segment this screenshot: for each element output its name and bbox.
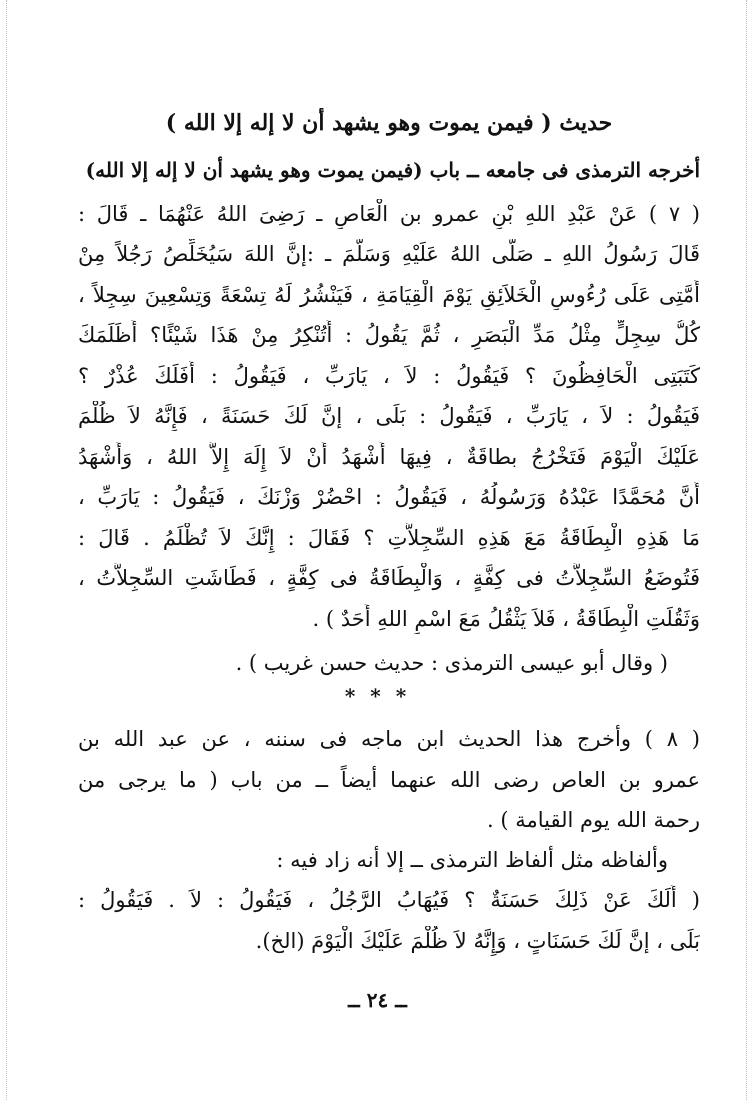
hadith-7-line: قَالَ رَسُولُ اللهِ ـ صَلَّى اللهُ عَلَيْهِ وَسَلَّمَ ـ :إنَّ اللهَ سَيُخَلِّصُ رَجُلاً مِنْ <box>78 242 700 266</box>
hadith-7-line: عَلَيْكَ الْيَوْمَ فَتَخْرُجُ بطاقَةٌ ، فِيهَا أَشْهَدُ أَنْ لاَ إِلَهَ إِلاَّ اللهُ ، وَأَشْهَدُ <box>78 445 700 469</box>
tirmidhi-grading: ( وقال أبو عيسى الترمذى : حديث حسن غريب ) . <box>235 651 668 675</box>
hadith-7-line: فَيَقُولُ : لاَ ، يَارَبِّ ، فَيَقُولُ : بَلَى ، إنَّ لَكَ حَسَنَةً ، فَإِنَّهُ لاَ ظُلْمَ <box>78 404 700 428</box>
scan-edge-left <box>6 0 7 1100</box>
hadith-7-line: كَتَبَتِى الْحَافِظُونَ ؟ فَيَقُولُ : لاَ ، يَارَبِّ ، فَيَقُولُ : أَفَلَكَ عُذْرٌ ؟ <box>78 364 700 388</box>
scan-edge-right <box>746 0 747 1100</box>
addition-line: بَلَى ، إنَّ لَكَ حَسَنَاتٍ ، وَإِنَّهُ لاَ ظُلْمَ عَلَيْكَ الْيَوْمَ (الخ). <box>255 929 700 953</box>
section-separator: * * * <box>344 684 411 708</box>
hadith-7-line: كُلُّ سِجِلٍّ مِثْلُ مَدِّ الْبَصَرِ ، ثُمَّ يَقُولُ : أَتُنْكِرُ مِنْ هَذَا شَيْئًا؟ أَظَلَمَكَ <box>78 323 700 347</box>
page-number: ــ ٢٤ ــ <box>348 988 407 1012</box>
hadith-7-line: أُمَّتِى عَلَى رُءُوسِ الْخَلاَئِقِ يَوْمَ الْقِيَامَةِ ، فَيَنْشُرُ لَهُ تِسْعَةً وَتِسْعِينَ سِجِلاً ، <box>78 283 700 307</box>
hadith-7-line: أَنَّ مُحَمَّدًا عَبْدُهُ وَرَسُولُهُ ، فَيَقُولُ : احْضُرْ وَزْنَكَ ، فَيَقُولُ : يَارَبِّ ، <box>78 485 700 509</box>
addition-line: ( أَلَكَ عَنْ ذَلِكَ حَسَنَةٌ ؟ فَيُهَابُ الرَّجُلُ ، فَيَقُولُ : لاَ . فَيَقُولُ : <box>78 888 700 912</box>
hadith-8-line: ( ٨ ) وأخرج هذا الحديث ابن ماجه فى سننه ، عن عبد الله بن <box>78 727 700 751</box>
hadith-7-line: مَا هَذِهِ الْبِطَاقَةُ مَعَ هَذِهِ السِّجِلاَّتِ ؟ فَقَالَ : إِنَّكَ لاَ تُظْلَمُ . قَالَ : <box>78 526 700 550</box>
hadith-8-line: عمرو بن العاص رضى الله عنهما أيضاً ــ من باب ( ما يرجى من <box>78 768 700 792</box>
addition-intro: وألفاظه مثل ألفاظ الترمذى ــ إلا أنه زاد فيه : <box>276 848 668 872</box>
hadith-title: حديث ( فيمن يموت وهو يشهد أن لا إله إلا الله ) <box>165 110 613 136</box>
source-line: أخرجه الترمذى فى جامعه ــ باب (فيمن يموت وهو يشهد أن لا إله إلا الله) <box>85 158 700 182</box>
hadith-7-line: فَتُوضَعُ السِّجِلاَّتُ فى كِفَّةٍ ، وَالْبِطَاقَةُ فى كِفَّةٍ ، فَطَاشَتِ السِّجِلاَّتُ ، <box>78 566 700 590</box>
hadith-8-line: رحمة الله يوم القيامة ) . <box>486 808 700 832</box>
hadith-7-line: وَثَقُلَتِ الْبِطَاقَةُ ، فَلاَ يَثْقُلُ مَعَ اسْمِ اللهِ أَحَدٌ ) . <box>312 607 700 631</box>
hadith-7-line: ( ٧ ) عَنْ عَبْدِ اللهِ بْنِ عمرو بن الْعَاصِ ـ رَضِىَ اللهُ عَنْهُمَا ـ قَالَ : <box>78 202 700 226</box>
